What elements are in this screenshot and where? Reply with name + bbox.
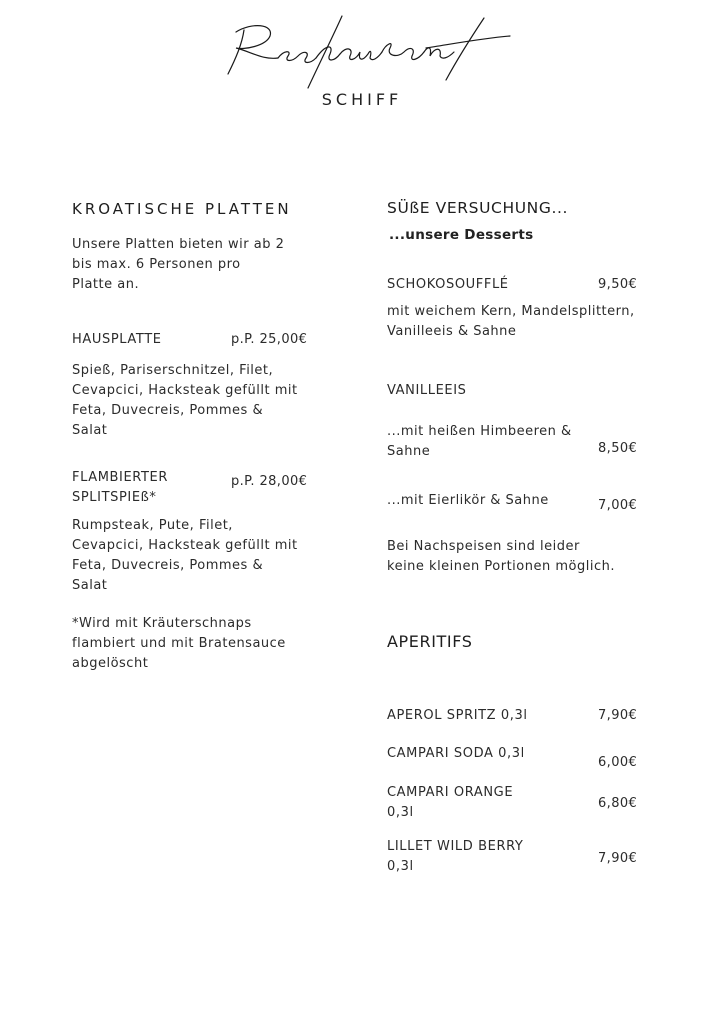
item-name-flambierter-splitspiess [72,468,168,508]
desc-line: ...mit Eierlikör & Sahne [387,493,549,508]
item-price-himbeeren: 8,50€ [598,441,638,456]
desc-line: Feta, Duvecreis, Pommes & [72,558,264,573]
item-name-aperol-spritz: APEROL SPRITZ 0,3l [387,708,528,723]
section-heading-desserts: SÜßE VERSUCHUNG... [387,199,569,217]
item-name-schokosouffle: SCHOKOSOUFFLÉ [387,277,509,292]
footnote-line: abgelöscht [72,656,149,671]
desc-line: Rumpsteak, Pute, Filet, [72,518,233,533]
item-price-eierlikoer: 7,00€ [598,498,638,513]
intro-line: bis max. 6 Personen pro [72,257,241,272]
note-line: keine kleinen Portionen möglich. [387,559,615,574]
item-desc-flambierter-splitspiess [72,516,332,596]
name-line: FLAMBIERTER [72,470,168,485]
item-variant-eierlikoer [387,491,607,511]
desc-line: mit weichem Kern, Mandelsplittern, [387,304,635,319]
item-name-campari-soda: CAMPARI SODA 0,3l [387,746,525,761]
name-line: 0,3l [387,859,414,874]
desc-line: ...mit heißen Himbeeren & [387,424,572,439]
item-name-campari-orange [387,783,513,823]
item-price-lillet-wild-berry: 7,90€ [598,851,638,866]
item-price-campari-orange: 6,80€ [598,796,638,811]
note-line: Bei Nachspeisen sind leider [387,539,580,554]
item-price-flambierter-splitspiess: p.P. 28,00€ [231,474,308,489]
desc-line: Sahne [387,444,431,459]
desserts-note [387,537,667,577]
desc-line: Spieß, Pariserschnitzel, Filet, [72,363,274,378]
desc-line: Cevapcici, Hacksteak gefüllt mit [72,383,298,398]
item-price-hausplatte: p.P. 25,00€ [231,332,308,347]
footnote-flambiert [72,614,332,674]
name-line: LILLET WILD BERRY [387,839,524,854]
section-subheading-desserts: ...unsere Desserts [389,227,534,243]
restaurant-name: SCHIFF [321,90,403,109]
item-price-campari-soda: 6,00€ [598,755,638,770]
item-name-vanilleeis: VANILLEEIS [387,383,467,398]
name-line: CAMPARI ORANGE [387,785,514,800]
desc-line: Vanilleeis & Sahne [387,324,517,339]
desc-line: Salat [72,423,108,438]
footnote-line: flambiert und mit Bratensauce [72,636,286,651]
restaurant-script-logo [222,14,512,94]
desc-line: Cevapcici, Hacksteak gefüllt mit [72,538,298,553]
item-name-lillet-wild-berry [387,837,523,877]
intro-line: Platte an. [72,277,140,292]
item-variant-himbeeren [387,422,607,462]
item-desc-schokosouffle [387,302,667,342]
item-desc-hausplatte [72,361,332,441]
item-name-hausplatte: HAUSPLATTE [72,332,162,347]
desc-line: Salat [72,578,108,593]
section-heading-aperitifs: APERITIFS [387,632,473,651]
item-price-aperol-spritz: 7,90€ [598,708,638,723]
name-line: SPLITSPIEß* [72,490,157,505]
section-heading-kroatische-platten: KROATISCHE PLATTEN [72,200,292,218]
item-price-schokosouffle: 9,50€ [598,277,638,292]
footnote-line: *Wird mit Kräuterschnaps [72,616,252,631]
intro-line: Unsere Platten bieten wir ab 2 [72,237,285,252]
desc-line: Feta, Duvecreis, Pommes & [72,403,264,418]
platten-intro [72,235,332,295]
name-line: 0,3l [387,805,414,820]
